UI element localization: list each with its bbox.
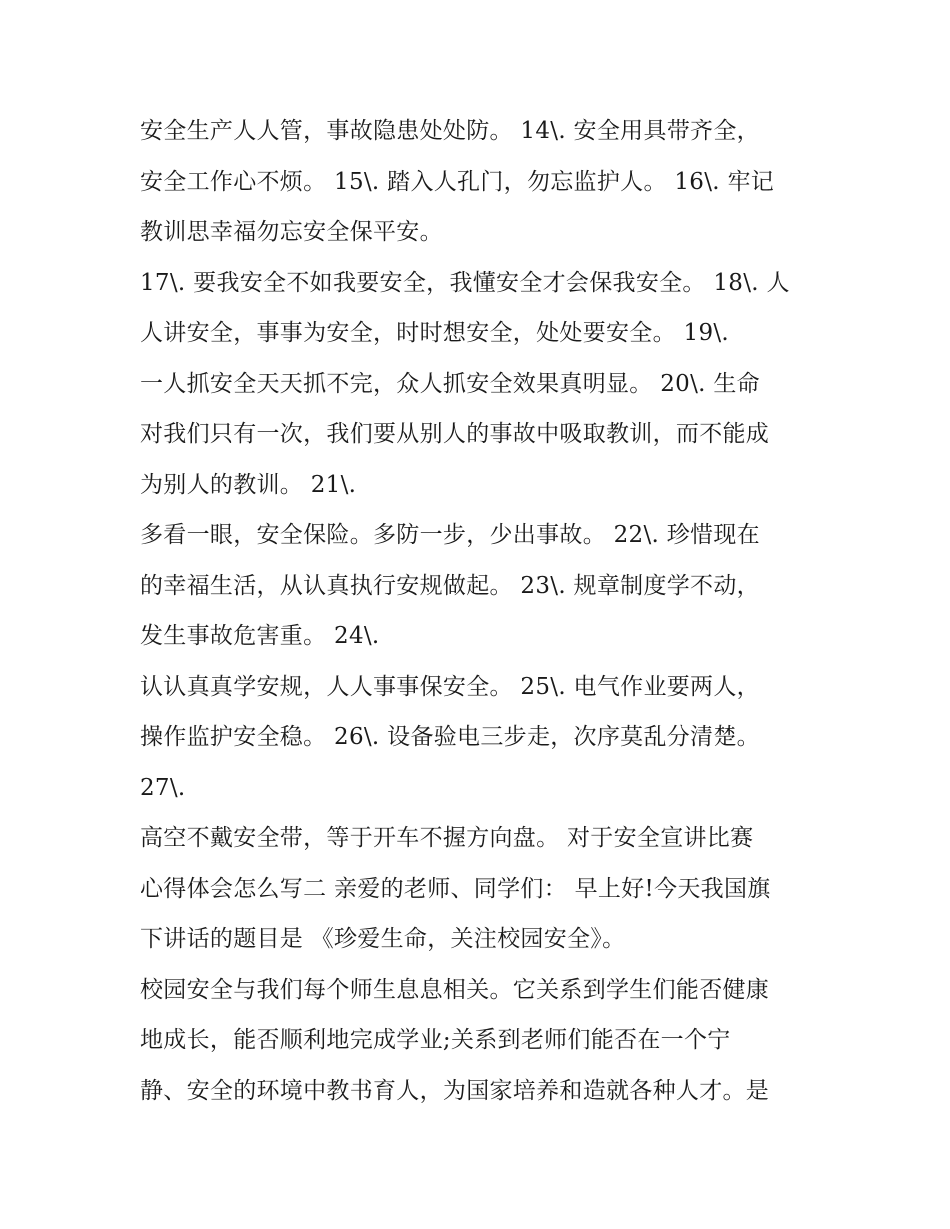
text-line: 下讲话的题目是 《珍爱生命，关注校园安全》。 <box>140 926 626 952</box>
text-line: 人讲安全，事事为安全，时时想安全，处处要安全。 19\. <box>140 320 730 346</box>
text-line: 27\. <box>140 774 186 801</box>
document-body <box>140 106 840 1116</box>
text-line: 教训思幸福勿忘安全保平安。 <box>140 219 443 245</box>
text-line: 发生事故危害重。 24\. <box>140 623 380 649</box>
text-line: 认认真真学安规，人人事事保安全。 25\. 电气作业要两人， <box>140 673 760 700</box>
text-line: 安全生产人人管，事故隐患处处防。 14\. 安全用具带齐全， <box>140 118 760 144</box>
text-line: 安全工作心不烦。 15\. 踏入人孔门，勿忘监护人。 16\. 牢记 <box>140 168 775 195</box>
text-line: 静、安全的环境中教书育人，为国家培养和造就各种人才。是 <box>140 1077 770 1104</box>
text-line: 17\. 要我安全不如我要安全，我懂安全才会保我安全。 18\. 人 <box>140 269 790 296</box>
text-line: 为别人的教训。 21\. <box>140 471 357 498</box>
text-line: 心得体会怎么写二 亲爱的老师、同学们： 早上好!今天我国旗 <box>140 875 771 902</box>
text-line: 校园安全与我们每个师生息息相关。它关系到学生们能否健康 <box>140 976 770 1003</box>
text-line: 一人抓安全天天抓不完，众人抓安全效果真明显。 20\. 生命 <box>140 370 760 397</box>
text-line: 高空不戴安全带，等于开车不握方向盘。 对于安全宣讲比赛 <box>140 825 754 851</box>
text-line: 操作监护安全稳。 26\. 设备验电三步走，次序莫乱分清楚。 <box>140 724 760 750</box>
text-line: 对我们只有一次，我们要从别人的事故中吸取教训，而不能成 <box>140 421 770 447</box>
text-line: 的幸福生活，从认真执行安规做起。 23\. 规章制度学不动， <box>140 572 760 599</box>
text-line: 多看一眼，安全保险。多防一步，少出事故。 22\. 珍惜现在 <box>140 522 760 548</box>
text-line: 地成长，能否顺利地完成学业;关系到老师们能否在一个宁 <box>140 1027 731 1053</box>
